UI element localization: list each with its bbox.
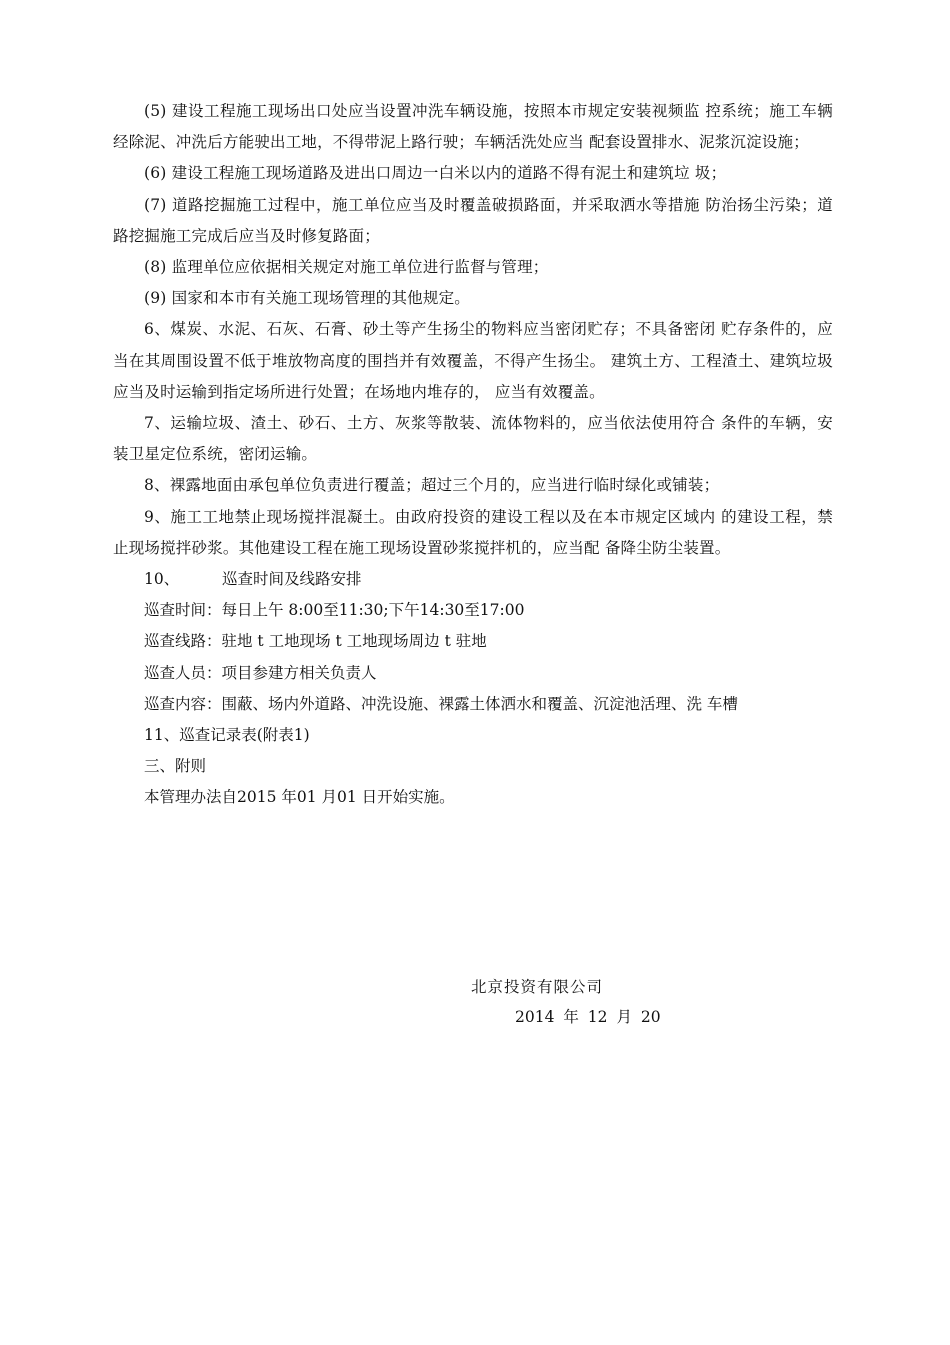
paragraph-section-6: 6、煤炭、水泥、石灰、石膏、砂土等产生扬尘的物料应当密闭贮存；不具备密闭 贮存条件的，应当在其周围设置不低于堆放物高度的围挡并有效覆盖，不得产生扬尘。 建筑土方、工程渣土、建筑垃圾应当及时运输到指定场所进行处置；在场地内堆存的， 应当有效覆盖。 [113, 320, 833, 401]
paragraph-section-7: 7、运输垃圾、渣土、砂石、土方、灰浆等散装、流体物料的，应当依法使用符合 条件的车辆，安装卫星定位系统，密闭运输。 [113, 414, 833, 464]
paragraph-section-9: 9、施工工地禁止现场搅拌混凝土。由政府投资的建设工程以及在本市规定区域内 的建设工程，禁止现场搅拌砂浆。其他建设工程在施工现场设置砂浆搅拌机的，应当配 备降尘防尘装置。 [113, 507, 833, 557]
signature-date: 2014 年 12 月 20 [515, 1008, 661, 1026]
paragraph-section-8: 8、裸露地面由承包单位负责进行覆盖；超过三个月的，应当进行临时绿化或铺装； [144, 476, 720, 495]
effective-date-line: 本管理办法自2015 年01 月01 日开始实施。 [144, 788, 455, 807]
patrol-content-line: 巡查内容：围蔽、场内外道路、冲洗设施、裸露土体洒水和覆盖、沉淀池活理、洗 车槽 [144, 694, 738, 713]
paragraph-item-5: (5) 建设工程施工现场出口处应当设置冲洗车辆设施，按照本市规定安装视频监 控系统；施工车辆经除泥、冲洗后方能驶出工地，不得带泥上路行驶；车辆活洗处应当 配套设置排水、泥浆沉淀设施； [113, 102, 833, 152]
patrol-route-line: 巡查线路：驻地 t 工地现场 t 工地现场周边 t 驻地 [144, 632, 487, 651]
paragraph-item-8: (8) 监理单位应依据相关规定对施工单位进行监督与管理； [144, 258, 549, 277]
paragraph-item-9: (9) 国家和本市有关施工现场管理的其他规定。 [144, 289, 470, 308]
document-body [113, 96, 833, 814]
section-10-number: 10、 [144, 570, 180, 589]
patrol-staff-line: 巡查人员：项目参建方相关负责人 [144, 663, 377, 682]
paragraph-item-6: (6) 建设工程施工现场道路及进出口周边一白米以内的道路不得有泥土和建筑垃 圾； [144, 164, 727, 183]
signature-block [471, 972, 731, 1032]
appendix-heading: 三、附则 [144, 757, 207, 776]
section-10-title: 巡查时间及线路安排 [222, 570, 362, 589]
signature-company: 北京投资有限公司 [471, 978, 604, 996]
paragraph-item-7: (7) 道路挖掘施工过程中，施工单位应当及时覆盖破损路面，并采取洒水等措施 防治扬尘污染；道路挖掘施工完成后应当及时修复路面； [113, 195, 833, 245]
section-11-line: 11、巡查记录表(附表1) [144, 726, 310, 745]
section-10-heading [113, 564, 833, 595]
patrol-time-line: 巡查时间：每日上午 8:00至11:30;下午14:30至17:00 [144, 601, 525, 620]
